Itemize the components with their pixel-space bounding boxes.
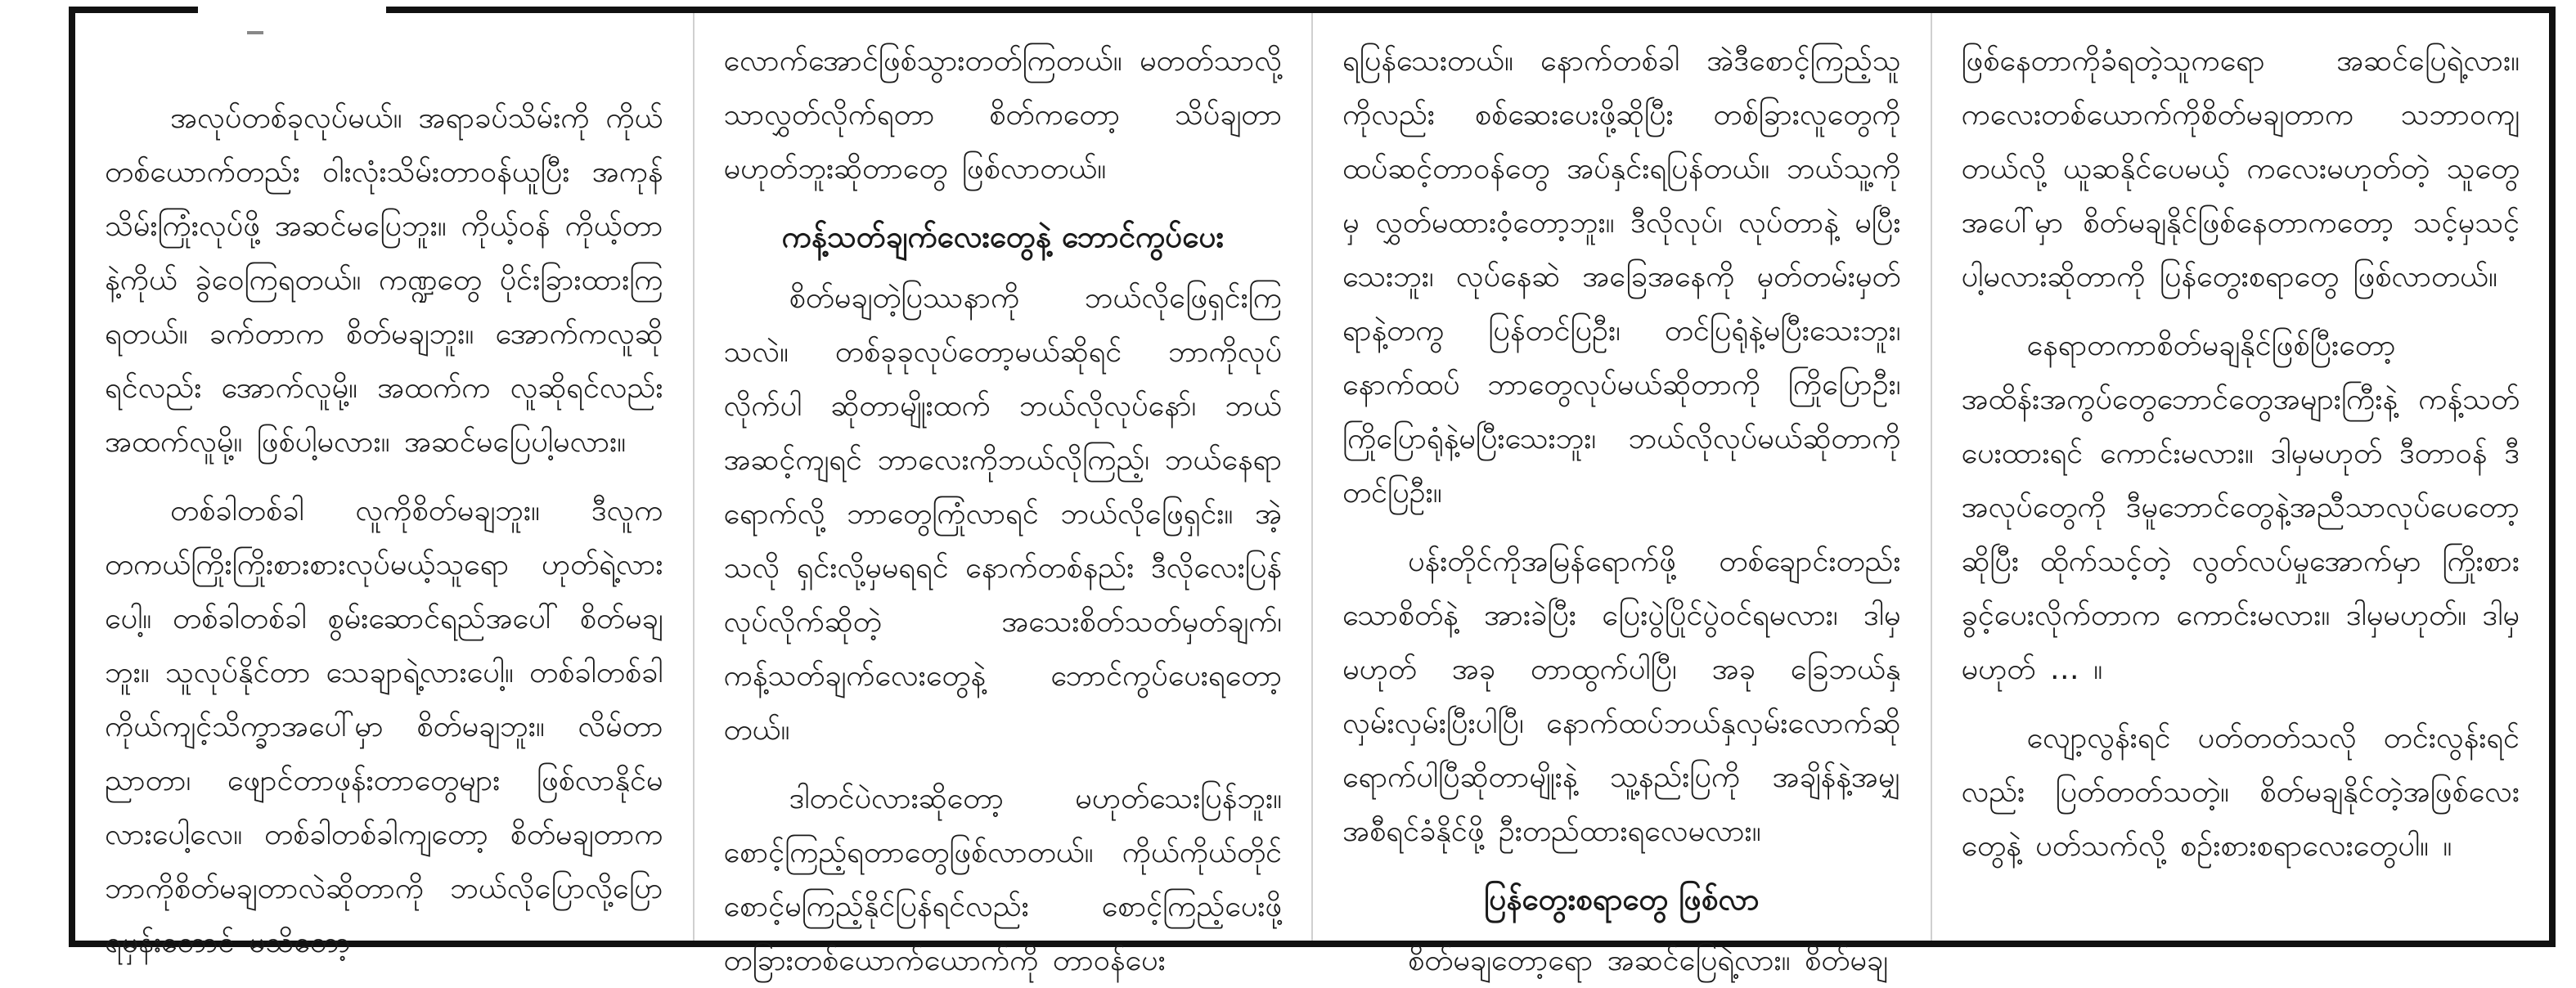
column-1 [75,13,693,959]
column-2 [693,13,1312,977]
paragraph: ပန်းတိုင်ကိုအမြန်ရောက်ဖို့ တစ်ချောင်းတည်း သောစိတ်နဲ့ အားခဲပြီး ပြေးပွဲပြိုင်ပွဲဝင်ရမလား၊ ဒါမှမဟုတ် အခု တာထွက်ပါပြီ၊ အခု ခြေဘယ်နှလှမ်းလှမ်းပြီးပါပြီ၊ နောက်ထပ်ဘယ်နှလှမ်းလောက်ဆိုရောက်ပါပြီဆိုတာမျိုးနဲ့ သူ့နည်းပြကို အချိန်နဲ့အမျှ အစီရင်ခံနိုင်ဖို့ ဦးတည်ထားရလေမလား။ [1342,545,1901,848]
paragraph: စိတ်မချတော့ရော အဆင်ပြေရဲ့လား။ စိတ်မချ [1408,944,1888,977]
section-heading: ကန့်သတ်ချက်လေးတွေနဲ့ ဘောင်ကွပ်ပေး [781,219,1224,254]
paragraph-continued: ဖြစ်နေတာကိုခံရတဲ့သူကရော အဆင်ပြေရဲ့လား။ ကလေးတစ်ယောက်ကိုစိတ်မချတာက သဘာဝကျတယ်လို့ ယူဆနိုင်ပေမယ့် ကလေးမဟုတ်တဲ့ သူတွေအပေါ်မှာ စိတ်မချနိုင်ဖြစ်နေတာကတော့ သင့်မှသင့်ပါ့မလားဆိုတာကို ပြန်တွေးစရာတွေ ဖြစ်လာတယ်။ [1961,44,2520,294]
paragraph: စိတ်မချတဲ့ပြဿနာကို ဘယ်လိုဖြေရှင်းကြသလဲ။ တစ်ခုခုလုပ်တော့မယ်ဆိုရင် ဘာကိုလုပ်လိုက်ပါ ဆိုတာမျိုးထက် ဘယ်လိုလုပ်နော်၊ ဘယ်အဆင့်ကျရင် ဘာလေးကိုဘယ်လိုကြည့်၊ ဘယ်နေရာရောက်လို့ ဘာတွေကြုံလာရင် ဘယ်လိုဖြေရှင်း။ အဲ့သလို ရှင်းလို့မှမရရင် နောက်တစ်နည်း ဒီလိုလေးပြန်လုပ်လိုက်ဆိုတဲ့ အသေးစိတ်သတ်မှတ်ချက်၊ ကန့်သတ်ချက်လေးတွေနဲ့ ဘောင်ကွပ်ပေးရတော့တယ်။ [723,281,1282,747]
column-4 [1931,13,2550,941]
column-3 [1311,13,1931,977]
paragraph-continued: ရပြန်သေးတယ်။ နောက်တစ်ခါ အဲဒီစောင့်ကြည့်သူကိုလည်း စစ်ဆေးပေးဖို့ဆိုပြီး တစ်ခြားလူတွေကို ထပ်ဆင့်တာဝန်တွေ အပ်နှင်းရပြန်တယ်။ ဘယ်သူ့ကိုမှ လွှတ်မထားဝံ့တော့ဘူး။ ဒီလိုလုပ်၊ လုပ်တာနဲ့ မပြီးသေးဘူး၊ လုပ်နေဆဲ အခြေအနေကို မှတ်တမ်းမှတ်ရာနဲ့တကွ ပြန်တင်ပြဦး၊ တင်ပြရုံနဲ့မပြီးသေးဘူး၊ နောက်ထပ် ဘာတွေလုပ်မယ်ဆိုတာကို ကြိုပြောဦး၊ ကြိုပြောရုံနဲ့မပြီးသေးဘူး၊ ဘယ်လိုလုပ်မယ်ဆိုတာကို တင်ပြဦး။ [1342,44,1901,510]
paragraph-continued: လောက်အောင်ဖြစ်သွားတတ်ကြတယ်။ မတတ်သာလို့သာလွှတ်လိုက်ရတာ စိတ်ကတော့ သိပ်ချတာ မဟုတ်ဘူးဆိုတာတွေ ဖြစ်လာတယ်။ [723,44,1282,186]
article-frame [69,7,2556,977]
paragraph: နေရာတကာစိတ်မချနိုင်ဖြစ်ပြီးတော့ အထိန်းအကွပ်တွေဘောင်တွေအများကြီးနဲ့ ကန့်သတ်ပေးထားရင် ကောင်းမလား။ ဒါမှမဟုတ် ဒီတာဝန် ဒီအလုပ်တွေကို ဒီမူဘောင်တွေနဲ့အညီသာလုပ်ပေတော့ဆိုပြီး ထိုက်သင့်တဲ့ လွတ်လပ်မှုအောက်မှာ ကြိုးစားခွင့်ပေးလိုက်တာက ကောင်းမလား။ ဒါမှမဟုတ်။ ဒါမှမဟုတ် … ။ [1961,329,2520,686]
paragraph: တစ်ခါတစ်ခါ လူကိုစိတ်မချဘူး။ ဒီလူက တကယ်ကြိုးကြိုးစားစားလုပ်မယ့်သူရော ဟုတ်ရဲ့လားပေါ့။ တစ်ခါတစ်ခါ စွမ်းဆောင်ရည်အပေါ် စိတ်မချဘူး။ သူလုပ်နိုင်တာ သေချာရဲ့လားပေါ့။ တစ်ခါတစ်ခါ ကိုယ်ကျင့်သိက္ခာအပေါ်မှာ စိတ်မချဘူး။ လိမ်တာညာတာ၊ ဖျောင်တာဖုန်းတာတွေများ ဖြစ်လာနိုင်မလားပေါ့လေ။ တစ်ခါတစ်ခါကျတော့ စိတ်မချတာက ဘာကိုစိတ်မချတာလဲဆိုတာကို ဘယ်လိုပြောလို့ပြောရမှန်းတောင် မသိတော့ [105,494,663,959]
paragraph: အလုပ်တစ်ခုလုပ်မယ်။ အရာခပ်သိမ်းကို ကိုယ်တစ်ယောက်တည်း ဝါးလုံးသိမ်းတာဝန်ယူပြီး အကုန်သိမ်းကြုံးလုပ်ဖို့ အဆင်မပြေဘူး။ ကိုယ့်ဝန် ကိုယ့်တာနဲ့ကိုယ် ခွဲဝေကြရတယ်။ ကဏ္ဍတွေ ပိုင်းခြားထားကြရတယ်။ ခက်တာက စိတ်မချဘူး။ အောက်ကလူဆိုရင်လည်း အောက်လူမို့။ အထက်က လူဆိုရင်လည်း အထက်လူမို့။ ဖြစ်ပါ့မလား။ အဆင်မပြေပါ့မလား။ [105,101,663,459]
paragraph: လျော့လွန်းရင် ပတ်တတ်သလို တင်းလွန်းရင်လည်း ပြတ်တတ်သတဲ့။ စိတ်မချနိုင်တဲ့အဖြစ်လေးတွေနဲ့ ပတ်သက်လို့ စဉ်းစားစရာလေးတွေပါ။ ။ [1961,721,2520,863]
paragraph: ဒါတင်ပဲလားဆိုတော့ မဟုတ်သေးပြန်ဘူး။ စောင့်ကြည့်ရတာတွေဖြစ်လာတယ်။ ကိုယ်ကိုယ်တိုင် စောင့်မကြည့်နိုင်ပြန်ရင်လည်း စောင့်ကြည့်ပေးဖို့ တခြားတစ်ယောက်ယောက်ကို တာဝန်ပေး [723,782,1282,977]
section-heading: ပြန်တွေးစရာတွေ ဖြစ်လာ [1484,882,1760,917]
article-columns [75,13,2549,977]
